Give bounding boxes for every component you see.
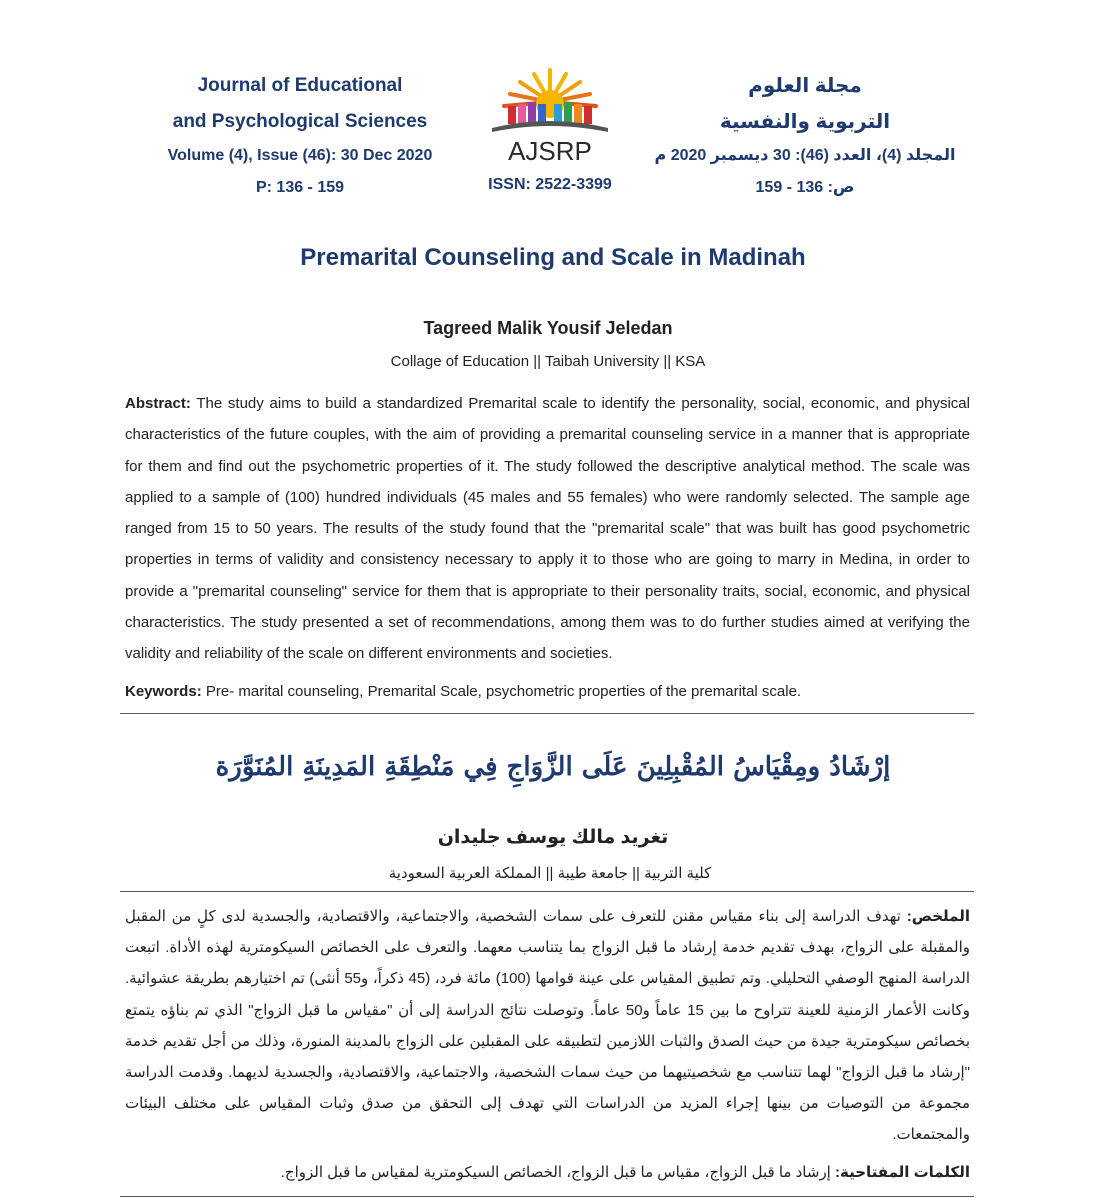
article-title-ar: إرْشَادُ ومِقْيَاسُ المُقْبِلِينَ عَلَى الزَّوَاجِ فِي مَنْطِقَةِ المَدِينَةِ المُنَوَّرَة [215,752,891,782]
journal-header-en [150,68,450,204]
article-title-en: Premarital Counseling and Scale in Madinah [300,244,806,271]
issn: ISSN: 2522-3399 [488,176,612,193]
pages-en: P: 136 - 159 [255,179,345,196]
journal-name-ar-line1: مجلة العلوم [748,75,862,97]
abstract-ar-bottom-rule [120,1196,974,1197]
keywords-text-en: Pre- marital counseling, Premarital Scale, psychometric properties of the premarital scale. [201,683,802,700]
affiliation-ar: كلية التربية || جامعة طيبة || المملكة العربية السعودية [388,865,712,882]
abstract-ar-top-rule [120,891,974,892]
journal-header-ar [640,68,970,204]
abstract-label-ar: الملخص: [906,908,970,925]
keywords-label-en: Keywords: [125,683,202,700]
keywords-label-ar: الكلمات المفتاحية: [835,1164,970,1181]
logo-text: AJSRP [508,136,592,166]
abstract-en [125,388,970,670]
journal-name-en-line1: Journal of Educational [197,75,403,96]
keywords-en [125,683,975,700]
affiliation-en: Collage of Education || Taibah University || KSA [390,353,706,370]
journal-name-ar-line2: التربوية والنفسية [719,111,891,133]
abstract-text-ar: تهدف الدراسة إلى بناء مقياس مقنن للتعرف على سمات الشخصية، والاجتماعية، والاقتصادية، والجسدية لدى كلٍ من المقبل والمقبلة على الزواج، بهدف تقديم خدمة إرشاد ما قبل الزواج بما يتناسب معهما. والتعرف على الخصائص السيكومترية لهذه الأداة. اتبعت الدراسة المنهج الوصفي التحليلي. وتم تطبيق المقياس على عينة قوامها (100) مائة فرد، (45 ذكراً، و55 أنثى) تم اختيارهم بطريقة عشوائية. وكانت الأعمار الزمنية للعينة تتراوح ما بين 15 عاماً و50 عاماً. وتوصلت نتائج الدراسة إلى أن "مقياس ما قبل الزواج" الذي تم بناؤه يتمتع بخصائص سيكومترية جيدة من حيث الصدق والثبات اللازمين لتطبيقه على المقبلين على الزواج بالمدينة المنورة، وذلك من أجل تقديم خدمة "إرشاد ما قبل الزواج" لهما تتناسب مع شخصيتيهما من حيث سمات الشخصية، والاجتماعية، والاقتصادية، والجسدية لديهما. وقدمت الدراسة مجموعة من التوصيات من بينها إجراء المزيد من الدراسات التي تهدف إلى التحقق من صدق وثبات المقياس على مختلف البيئات والمجتمعات. [125,908,970,1144]
volume-issue-en: Volume (4), Issue (46): 30 Dec 2020 [167,147,433,164]
author-name-ar: تغريد مالك يوسف جليدان [437,827,669,848]
ajsrp-logo [470,60,630,170]
author-name-en: Tagreed Malik Yousif Jeledan [423,318,673,338]
journal-name-en-line2: and Psychological Sciences [172,111,428,132]
keywords-ar [125,1163,970,1181]
section-divider [120,713,974,714]
volume-issue-ar: المجلد (4)، العدد (46): 30 ديسمبر 2020 م [654,147,956,164]
abstract-label-en: Abstract: [125,395,191,412]
pages-ar: ص: 136 - 159 [755,179,855,196]
keywords-text-ar: إرشاد ما قبل الزواج، مقياس ما قبل الزواج، الخصائص السيكومترية لمقياس ما قبل الزواج. [280,1164,836,1181]
abstract-text-en: The study aims to build a standardized Premarital scale to identify the personality, social, economic, and physical characteristics of the future couples, with the aim of providing a premarital counseling service in a manner that is appropriate for them and find out the psychometric properties of it. The study followed the descriptive analytical method. The scale was applied to a sample of (100) hundred individuals (45 males and 55 females) who were randomly selected. The sample age ranged from 15 to 50 years. The results of the study found that the "premarital scale" that was built has good psychometric properties in terms of validity and consistency necessary to apply it to those who are going to marry in Medina, in order to provide a "premarital counseling" service for them that is appropriate to their personality traits, social, economic, and physical characteristics. The study presented a set of recommendations, among them was to do further studies aimed at verifying the validity and reliability of the scale on different environments and societies. [125,395,970,663]
abstract-ar [125,901,970,1151]
